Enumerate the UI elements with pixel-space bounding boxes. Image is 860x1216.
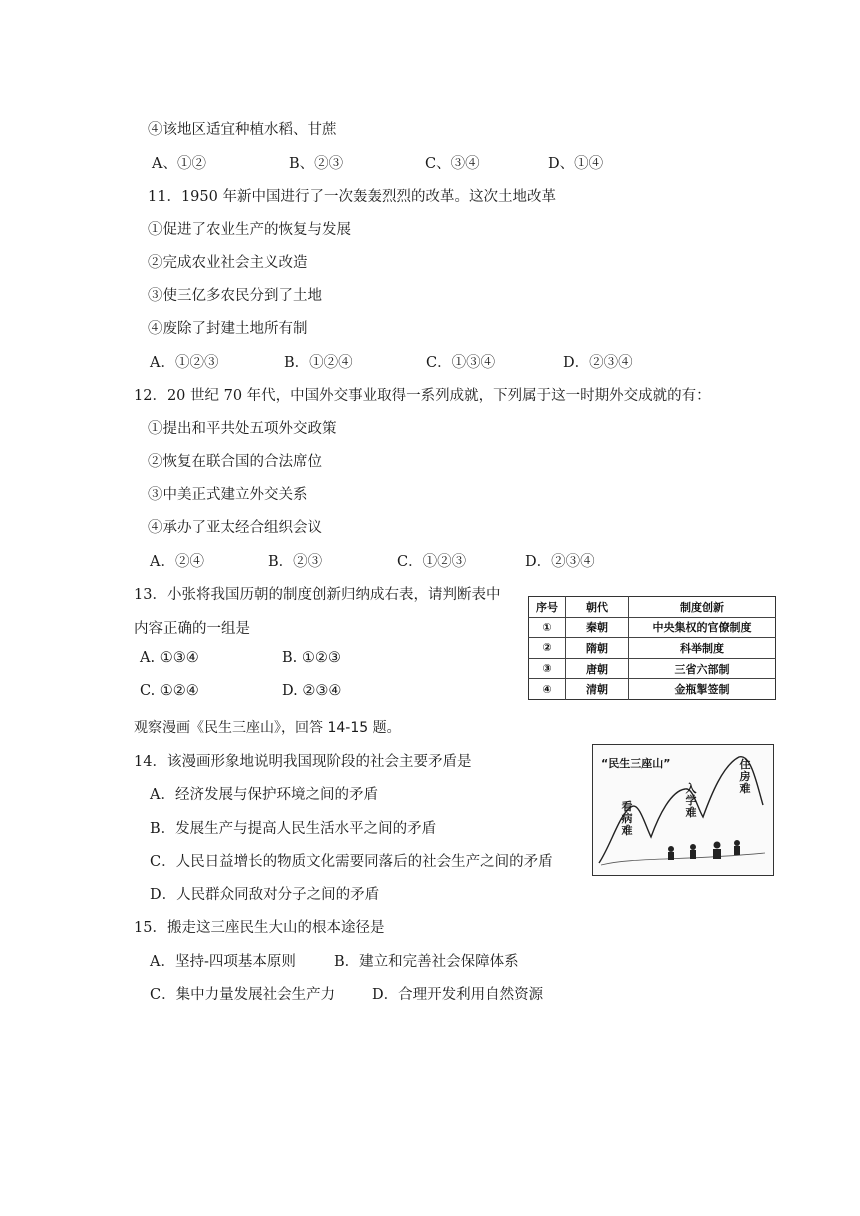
q15-stem: 15．搬走这三座民生大山的根本途径是 [134,920,385,936]
q12-stem: 12．20 世纪 70 年代，中国外交事业取得一系列成就，下列属于这一时期外交成就的有： [134,388,711,404]
q11-item-3: ③使三亿多农民分到了土地 [148,288,322,304]
q12-item-1: ①提出和平共处五项外交政策 [148,421,337,437]
q12-option-b: B．②③ [268,554,323,570]
q11-option-a: A．①②③ [150,355,219,371]
q15-option-a: A．坚持-四项基本原则 [150,954,296,970]
table-cell: ③ [529,658,566,679]
table-header-cell: 制度创新 [629,597,776,618]
table-row [529,638,776,659]
table-cell: 隋朝 [566,638,629,659]
q12-item-4: ④承办了亚太经合组织会议 [148,520,322,536]
table-cell: ④ [529,679,566,700]
cartoon-label-housing: 住房难 [739,758,751,795]
q14-option-c: C．人民日益增长的物质文化需要同落后的社会生产之间的矛盾 [150,854,553,870]
q10-item-4: ④该地区适宜种植水稻、甘蔗 [148,122,337,138]
q12-item-3: ③中美正式建立外交关系 [148,487,308,503]
table-cell: 唐朝 [566,658,629,679]
q14-stem: 14．该漫画形象地说明我国现阶段的社会主要矛盾是 [134,754,472,770]
q10-option-c: C、③④ [425,156,480,172]
q11-item-4: ④废除了封建土地所有制 [148,321,308,337]
q12-option-a: A．②④ [150,554,204,570]
q10-option-d: D、①④ [548,156,604,172]
table-cell: 三省六部制 [629,658,776,679]
q15-option-d: D．合理开发利用自然资源 [372,987,544,1003]
table-cell: ② [529,638,566,659]
q15-option-b: B．建立和完善社会保障体系 [334,954,519,970]
q11-stem: 11．1950 年新中国进行了一次轰轰烈烈的改革。这次土地改革 [148,189,556,205]
table-cell: 中央集权的官僚制度 [629,617,776,638]
table-cell: 清朝 [566,679,629,700]
dynasty-institution-table [528,596,776,700]
q13-option-b: B. ①②③ [282,650,341,666]
q11-option-b: B．①②④ [284,355,353,371]
cartoon-three-mountains [592,744,774,876]
table-cell: 金瓶掣签制 [629,679,776,700]
q10-option-b: B、②③ [289,156,344,172]
q14-option-a: A．经济发展与保护环境之间的矛盾 [150,787,378,803]
cartoon-title: “民生三座山” [601,757,671,770]
q14-option-d: D．人民群众同敌对分子之间的矛盾 [150,887,380,903]
q15-option-c: C．集中力量发展社会生产力 [150,987,336,1003]
q11-item-2: ②完成农业社会主义改造 [148,255,308,271]
table-header-cell: 序号 [529,597,566,618]
table-row [529,617,776,638]
q13-option-a: A. ①③④ [140,650,199,666]
q13-option-d: D. ②③④ [282,683,342,699]
table-row [529,679,776,700]
q13-option-c: C. ①②④ [140,683,199,699]
table-header-cell: 朝代 [566,597,629,618]
table-cell: 科举制度 [629,638,776,659]
q11-item-1: ①促进了农业生产的恢复与发展 [148,222,351,238]
q12-option-d: D．②③④ [525,554,595,570]
q11-option-d: D．②③④ [563,355,633,371]
q13-stem-line1: 13．小张将我国历朝的制度创新归纳成右表，请判断表中 [134,587,501,603]
q12-item-2: ②恢复在联合国的合法席位 [148,454,322,470]
table-header-row [529,597,776,618]
q11-option-c: C．①③④ [426,355,496,371]
q10-option-a: A、①② [152,156,206,172]
table-cell: ① [529,617,566,638]
cartoon-label-healthcare: 看病难 [621,800,633,837]
q14-option-b: B．发展生产与提高人民生活水平之间的矛盾 [150,821,437,837]
table-row [529,658,776,679]
q12-option-c: C．①②③ [397,554,467,570]
cartoon-intro: 观察漫画《民生三座山》，回答 14-15 题。 [134,720,401,736]
q13-stem-line2: 内容正确的一组是 [134,621,250,637]
table-cell: 秦朝 [566,617,629,638]
cartoon-label-education: 入学难 [685,782,697,819]
